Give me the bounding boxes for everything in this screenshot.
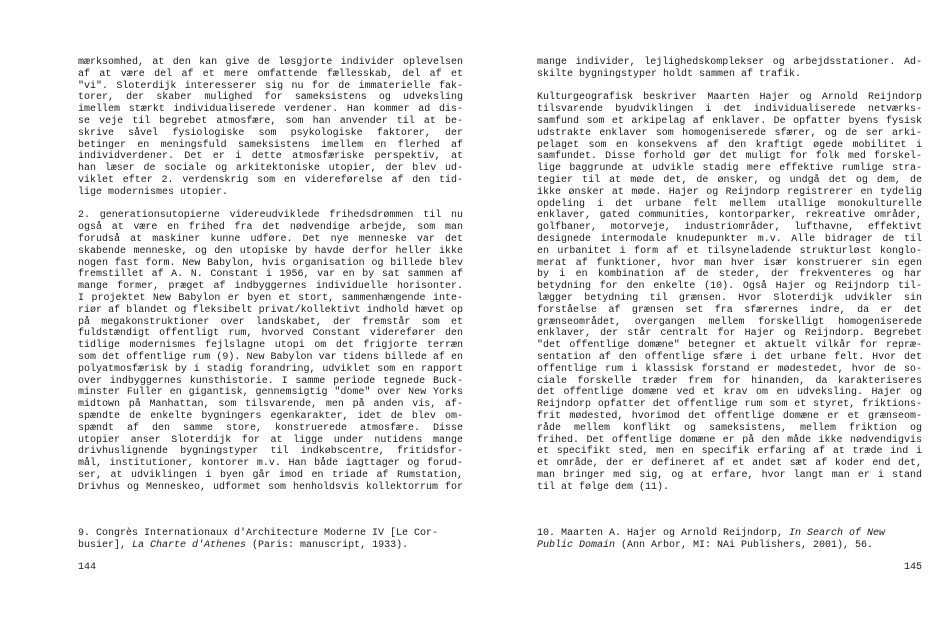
text-line: Reijndorp opfatter det offentlige rum som et styret, friktions- bbox=[537, 399, 922, 411]
footnote-text: (Paris: manuscript, 1933). bbox=[246, 539, 409, 551]
text-line: mange former, præget af indbyggernes individuelle horisonter. bbox=[78, 281, 463, 293]
text-line: over indbyggernes kunsthistorie. I samme periode tegnede Buck- bbox=[78, 375, 463, 387]
text-line: lægger betydning til grænsen. Hvor Sloterdijk udvikler sin bbox=[537, 292, 922, 304]
text-line: en urbanitet i form af et tilsyneladende strukturløst konglo- bbox=[537, 245, 922, 257]
text-line: individverdener. Det er i dette atmosfæriske perspektiv, at bbox=[78, 151, 463, 163]
text-line: enklaver, gated communities, kontorparker, rekreative områder, bbox=[537, 210, 922, 222]
text-line: "vi". Sloterdijk interesserer sig nu for de immaterielle fak- bbox=[78, 80, 463, 92]
text-line: enklaver, der står centralt for Hajer og Reijndorp. Begrebet bbox=[537, 328, 922, 340]
text-line: et område, der er defineret af et andet sæt af koder end det, bbox=[537, 458, 922, 470]
text-line: skabende menneske, og den utopiske by havde derfor heller ikke bbox=[78, 245, 463, 257]
text-line: polyatmosfærisk by i stadig forandring, udviklet som en rapport bbox=[78, 363, 463, 375]
text-line: tegier til at møde det, de ønsker, og undgå det og dem, de bbox=[537, 174, 922, 186]
page-number: 145 bbox=[903, 562, 922, 573]
text-line: også at være en frihed fra det nødvendige arbejde, som man bbox=[78, 222, 463, 234]
text-line: grænseområdet, overgangen mellem forskelligt homogeniserede bbox=[537, 316, 922, 328]
text-line: ikke ønsker at møde. Hajer og Reijndorp registrerer en tydelig bbox=[537, 186, 922, 198]
text-line: fremstillet af A. N. Constant i 1956, var en by sat sammen af bbox=[78, 269, 463, 281]
text-line: tidlige modernismes fejlslagne utopi om det frigjorte terræn bbox=[78, 340, 463, 352]
text-line: frihed. Det offentlige domæne er på den måde ikke nødvendigvis bbox=[537, 434, 922, 446]
text-line: pelaget som en konsekvens af den kraftigt øgede mobilitet i bbox=[537, 139, 922, 151]
footnote-line bbox=[78, 540, 463, 552]
footnote-line bbox=[537, 540, 922, 552]
footnote-title-italic: Public Domain bbox=[537, 539, 616, 551]
text-line: på megakonstruktioner over landskabet, der fremstår som et bbox=[78, 316, 463, 328]
page-left bbox=[78, 57, 463, 602]
text-line: som det offentlige rum (9). New Babylon var tidens billede af en bbox=[78, 351, 463, 363]
footnote-title-italic: La Charte d'Athenes bbox=[132, 539, 247, 551]
text-line: merat af funktioner, hvor man hver især konstruerer sin egen bbox=[537, 257, 922, 269]
text-line: utopier anser Sloterdijk for at ligge under nutidens mange bbox=[78, 434, 463, 446]
text-line: imellem stærkt individualiserede verdener. Han kommer ad dis- bbox=[78, 104, 463, 116]
text-line: skilte bygningstyper holdt sammen af trafik. bbox=[537, 68, 802, 80]
text-line: Kulturgeografisk beskriver Maarten Hajer og Arnold Reijndorp bbox=[537, 92, 922, 104]
text-line: by i en kombination af de steder, der frekventeres og har bbox=[537, 269, 922, 281]
paragraph bbox=[537, 92, 922, 493]
text-line: ciale forskelle træder frem for hinanden, da karakteriseres bbox=[537, 375, 922, 387]
text-line: minster Fuller en gigantisk, gennemsigtig "dome" over New Yorks bbox=[78, 387, 463, 399]
footnote bbox=[78, 528, 463, 552]
text-line: 2. generationsutopierne videreudviklede frihedsdrømmen til nu bbox=[78, 210, 463, 222]
text-line: lige modernismes utopier. bbox=[78, 186, 229, 198]
text-line: spændt af den samme store, konstruerede atmosfære. Disse bbox=[78, 422, 463, 434]
text-line: man bringer med sig, og at erfare, hvor langt man er i stand bbox=[537, 469, 922, 481]
text-line: Drivhus og Menneskeo, udformet som henholdsvis kollektorrum for bbox=[78, 481, 463, 493]
text-line: et specifikt sted, men en specifik erfaring af at træde ind i bbox=[537, 446, 922, 458]
text-line: forståelse af grænsen set fra sfærernes indre, da er det bbox=[537, 304, 922, 316]
text-line: samfundet. Disse forhold gør det muligt for folk med forskel- bbox=[537, 151, 922, 163]
text-line: forudså at maskiner kunne udføre. Det nye menneske var det bbox=[78, 233, 463, 245]
paragraph bbox=[78, 210, 463, 493]
text-line: han læser de sociale og arkitektoniske utopier, der blev ud- bbox=[78, 163, 463, 175]
text-block bbox=[537, 57, 922, 493]
text-block bbox=[78, 57, 463, 493]
text-line: til at følge dem (11). bbox=[537, 481, 670, 493]
text-line: betinger en meningsfuld sameksistens imellem en flerhed af bbox=[78, 139, 463, 151]
text-line: nogen fast form. New Babylon, hvis organisation og billede blev bbox=[78, 257, 463, 269]
text-line: skrive såvel fysiologiske som psykologiske faktorer, der bbox=[78, 127, 463, 139]
text-line: mange individer, lejlighedskomplekser og arbejdsstationer. Ad- bbox=[537, 57, 922, 68]
footnote-text: 9. Congrès Internationaux d'Architecture Moderne IV [Le Cor- bbox=[78, 528, 439, 539]
text-line: sentation af den offentlige sfære i det urbane felt. Hvor det bbox=[537, 351, 922, 363]
text-line: offentlige rum i klassisk forstand er mødestedet, hvor de so- bbox=[537, 363, 922, 375]
text-line: opdeling i det urbane felt mellem utallige monokulturelle bbox=[537, 198, 922, 210]
text-line: golfbaner, motorveje, industriområder, lufthavne, effektivt bbox=[537, 222, 922, 234]
footnote bbox=[537, 528, 922, 552]
page-right bbox=[537, 57, 922, 602]
footnote-title-italic: In Search of New bbox=[789, 528, 886, 539]
text-line: råde mellem konflikt og sameksistens, mellem friktion og bbox=[537, 422, 922, 434]
text-line: betydning for den enkelte (10). Også Hajer og Reijndorp til- bbox=[537, 281, 922, 293]
paragraph bbox=[537, 57, 922, 81]
text-line: drivhuslignende bygningstyper til indkøbscentre, fritidsfor- bbox=[78, 446, 463, 458]
text-line: torer, der skaber mulighed for sameksistens og udveksling bbox=[78, 92, 463, 104]
page-number: 144 bbox=[78, 562, 97, 573]
footnote-line bbox=[537, 528, 922, 540]
text-line: "det offentlige domæne" betegner et aktuelt vilkår for repræ- bbox=[537, 340, 922, 352]
text-line: det offentlige domæne ved et krav om en udveksling. Hajer og bbox=[537, 387, 922, 399]
paragraph bbox=[78, 57, 463, 199]
text-line: designede intermodale knudepunkter m.v. Alle bidrager de til bbox=[537, 233, 922, 245]
text-line: fuldstændigt offentligt rum, hvorved Constant viderefører den bbox=[78, 328, 463, 340]
text-line: I projektet New Babylon er byen et stort, sammenhængende inte- bbox=[78, 292, 463, 304]
footnote-text: (Ann Arbor, MI: NAi Publishers, 2001), 56. bbox=[615, 539, 874, 551]
text-line: mærksomhed, at den kan give de løsgjorte individer oplevelsen bbox=[78, 57, 463, 68]
text-line: udstrakte enklaver som homogeniserede sfærer, og de ser arki- bbox=[537, 127, 922, 139]
text-line: mål, institutioner, kontorer m.v. Han både iagttager og forud- bbox=[78, 458, 463, 470]
text-line: viklet efter 2. verdenskrig som en videreførelse af den tid- bbox=[78, 174, 463, 186]
footnote-text: busier], bbox=[78, 539, 133, 551]
footnote-text: 10. Maarten A. Hajer og Arnold Reijndorp, bbox=[537, 528, 790, 539]
text-line: riør af blandet og fleksibelt privat/kollektivt indhold hævet op bbox=[78, 304, 463, 316]
text-line: tilsvarende byudviklingen i det individualiserede netværks- bbox=[537, 104, 922, 116]
text-line: se veje til begrebet atmosfære, som han anvender til at be- bbox=[78, 115, 463, 127]
text-line: ser, at udviklingen i byen går imod en triade af Rumstation, bbox=[78, 469, 463, 481]
footnote-line bbox=[78, 528, 463, 540]
text-line: af at være del af et mere omfattende fællesskab, del af et bbox=[78, 68, 463, 80]
text-line: lige baggrunde at udvikle stadig mere effektive rumlige stra- bbox=[537, 163, 922, 175]
text-line: spændte de enkelte bygningers egenkarakter, idet de blev om- bbox=[78, 410, 463, 422]
text-line: midtown på Manhattan, som tilsvarende, men på anden vis, af- bbox=[78, 399, 463, 411]
text-line: frit mødested, hvorimod det offentlige domæne er et grænseom- bbox=[537, 410, 922, 422]
text-line: samfund som et arkipelag af enklaver. De opfatter byens fysisk bbox=[537, 115, 922, 127]
